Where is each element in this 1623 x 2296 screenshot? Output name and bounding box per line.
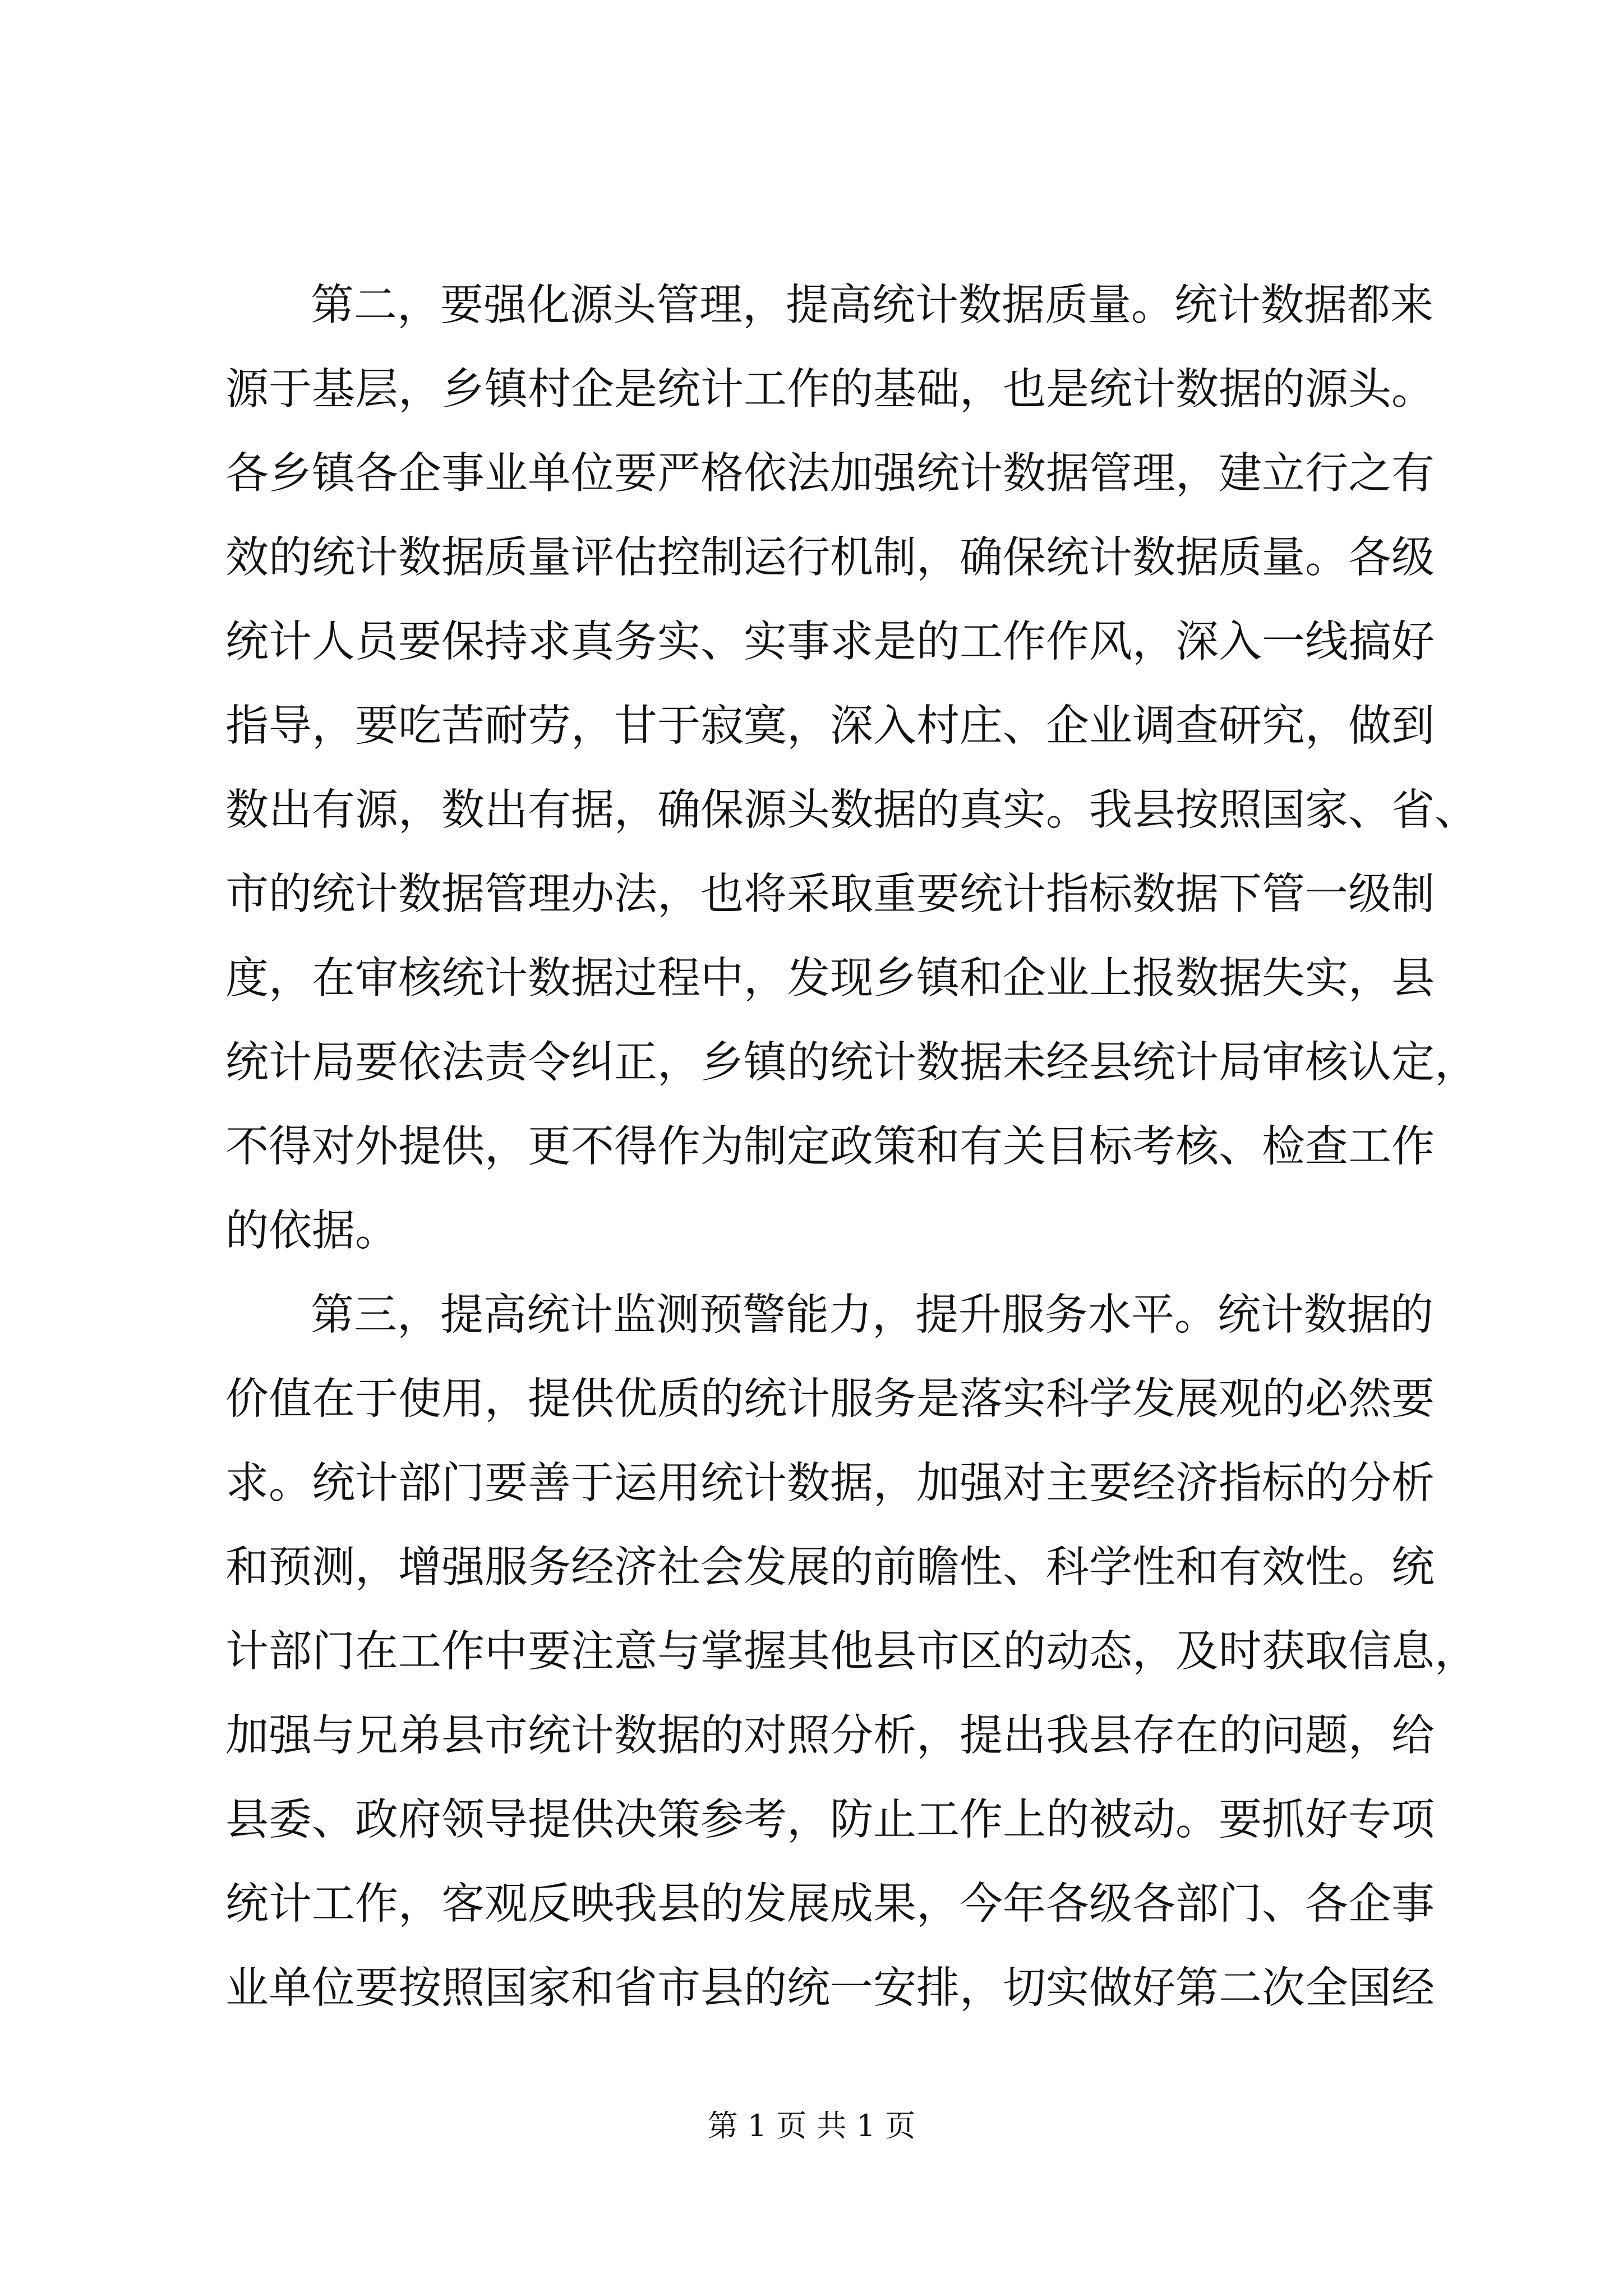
paragraph-line: 市的统计数据管理办法，也将采取重要统计指标数据下管一级制	[225, 869, 1435, 919]
paragraph-line: 效的统计数据质量评估控制运行机制，确保统计数据质量。各级	[225, 533, 1435, 583]
paragraph-line: 业单位要按照国家和省市县的统一安排，切实做好第二次全国经	[225, 1963, 1435, 2013]
paragraph-line: 第二，要强化源头管理，提高统计数据质量。统计数据都来	[311, 280, 1433, 330]
paragraph-line: 和预测，增强服务经济社会发展的前瞻性、科学性和有效性。统	[225, 1543, 1435, 1593]
paragraph-line: 的依据。	[225, 1206, 398, 1256]
paragraph-line: 数出有源，数出有据，确保源头数据的真实。我县按照国家、省、	[225, 785, 1478, 835]
paragraph-line: 价值在于使用，提供优质的统计服务是落实科学发展观的必然要	[225, 1374, 1435, 1424]
document-body	[225, 264, 1478, 2031]
page-footer	[0, 2106, 1623, 2146]
paragraph-line: 统计局要依法责令纠正，乡镇的统计数据未经县统计局审核认定，	[225, 1038, 1478, 1088]
paragraph-line: 统计人员要保持求真务实、实事求是的工作作风，深入一线搞好	[225, 617, 1435, 667]
paragraph-line: 求。统计部门要善于运用统计数据，加强对主要经济指标的分析	[225, 1458, 1435, 1508]
paragraph-line: 源于基层，乡镇村企是统计工作的基础，也是统计数据的源头。	[225, 365, 1435, 415]
page-number-label: 第 1 页 共 1 页	[707, 2108, 916, 2143]
paragraph-line: 计部门在工作中要注意与掌握其他县市区的动态，及时获取信息，	[225, 1627, 1478, 1677]
paragraph-line: 县委、政府领导提供决策参考，防止工作上的被动。要抓好专项	[225, 1795, 1435, 1845]
paragraph-line: 加强与兄弟县市统计数据的对照分析，提出我县存在的问题，给	[225, 1711, 1435, 1761]
paragraph-line: 指导，要吃苦耐劳，甘于寂寞，深入村庄、企业调查研究，做到	[225, 701, 1435, 751]
paragraph-line: 度，在审核统计数据过程中，发现乡镇和企业上报数据失实，县	[225, 954, 1435, 1004]
paragraph-line: 统计工作，客观反映我县的发展成果，今年各级各部门、各企事	[225, 1879, 1435, 1929]
paragraph-line: 不得对外提供，更不得作为制定政策和有关目标考核、检查工作	[225, 1122, 1435, 1172]
paragraph-line: 第三，提高统计监测预警能力，提升服务水平。统计数据的	[311, 1290, 1433, 1340]
paragraph-line: 各乡镇各企事业单位要严格依法加强统计数据管理，建立行之有	[225, 449, 1435, 499]
